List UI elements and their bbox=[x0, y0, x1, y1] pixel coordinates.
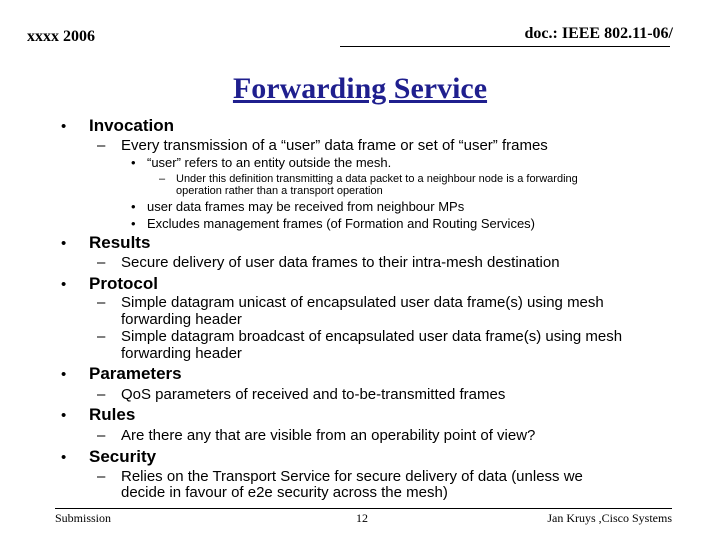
security-sub1-line2: decide in favour of e2e security across the mesh) bbox=[121, 484, 448, 501]
footer-author: Jan Kruys ,Cisco Systems bbox=[547, 511, 672, 525]
rules-sub1: Are there any that are visible from an operability point of view? bbox=[121, 427, 536, 444]
bullet-marker: • bbox=[61, 235, 67, 252]
footer-divider bbox=[55, 508, 672, 509]
bullet-marker: • bbox=[61, 366, 67, 383]
security-sub1-line1: Relies on the Transport Service for secure delivery of data (unless we bbox=[121, 468, 583, 485]
invocation-sub1c: Excludes management frames (of Formation and Routing Services) bbox=[147, 216, 536, 231]
slide-title: Forwarding Service bbox=[232, 72, 488, 105]
bullet-marker: • bbox=[61, 118, 67, 135]
parameters-sub1: QoS parameters of received and to-be-transmitted frames bbox=[121, 386, 506, 403]
bullet-marker: • bbox=[61, 276, 67, 293]
heading-parameters: Parameters bbox=[89, 364, 182, 383]
heading-results: Results bbox=[89, 233, 151, 252]
heading-invocation: Invocation bbox=[89, 116, 175, 135]
dash-marker: – bbox=[97, 328, 106, 345]
header-date: xxxx 2006 bbox=[27, 28, 95, 45]
dash-marker: – bbox=[97, 386, 106, 403]
dash-marker: – bbox=[159, 173, 166, 185]
bullet-marker: • bbox=[61, 449, 67, 466]
dash-marker: – bbox=[97, 254, 106, 271]
invocation-sub1a: “user” refers to an entity outside the mesh. bbox=[147, 155, 392, 170]
protocol-sub2-line2: forwarding header bbox=[121, 345, 242, 362]
invocation-sub1b: user data frames may be received from neighbour MPs bbox=[147, 199, 465, 214]
protocol-sub1-line1: Simple datagram unicast of encapsulated user data frame(s) using mesh bbox=[121, 294, 604, 311]
invocation-note-line1: Under this definition transmitting a data packet to a neighbour node is a forwarding bbox=[176, 173, 578, 185]
header-divider bbox=[340, 46, 670, 47]
protocol-sub2-line1: Simple datagram broadcast of encapsulated user data frame(s) using mesh bbox=[121, 328, 623, 345]
bullet-marker: • bbox=[131, 155, 136, 170]
heading-security: Security bbox=[89, 447, 157, 466]
heading-rules: Rules bbox=[89, 405, 136, 424]
dash-marker: – bbox=[97, 294, 106, 311]
bullet-marker: • bbox=[61, 407, 67, 424]
dash-marker: – bbox=[97, 137, 106, 154]
header-doc-id: doc.: IEEE 802.11-06/ bbox=[524, 25, 673, 42]
protocol-sub1-line2: forwarding header bbox=[121, 311, 242, 328]
footer-page-number: 12 bbox=[356, 511, 368, 525]
dash-marker: – bbox=[97, 468, 106, 485]
results-sub1: Secure delivery of user data frames to their intra-mesh destination bbox=[121, 254, 560, 271]
footer-submission: Submission bbox=[55, 511, 112, 525]
bullet-marker: • bbox=[131, 199, 136, 214]
heading-protocol: Protocol bbox=[89, 274, 158, 293]
invocation-note-line2: operation rather than a transport operation bbox=[176, 185, 383, 197]
invocation-sub1: Every transmission of a “user” data frame or set of “user” frames bbox=[121, 137, 548, 154]
bullet-marker: • bbox=[131, 216, 136, 231]
dash-marker: – bbox=[97, 427, 106, 444]
